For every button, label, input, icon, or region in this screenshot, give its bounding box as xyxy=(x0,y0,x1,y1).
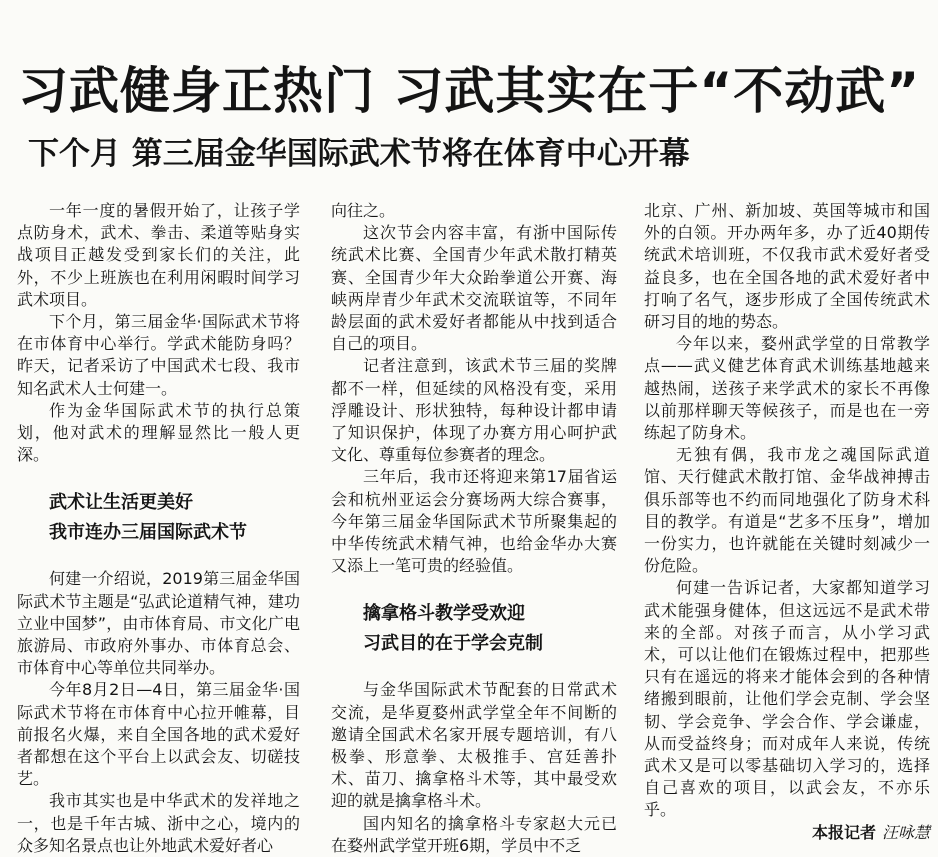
paragraph: 三年后，我市还将迎来第17届省运会和杭州亚运会分赛场两大综合赛事，今年第三届金华国际武术节所聚集起的中华传统武术精气神，也给金华办大赛又添上一笔可贵的经验值。 xyxy=(331,467,617,576)
paragraph: 何建一告诉记者，大家都知道学习武术能强身健体，但这远远不是武术带来的全部。对孩子而言，从小学习武术，可以让他们在锻炼过程中，把那些只有在遥远的将来才能体会到的各种情绪搬到眼前，让他们学会克制、学会坚韧、学会竞争、学会合作、学会谦虚，从而受益终身；而对成年人来说，传统武术又是可以零基础切入学习的，选择自己喜欢的项目，以武会友，不亦乐乎。 xyxy=(644,578,930,820)
paragraph: 今年8月2日—4日，第三届金华·国际武术节将在市体育中心拉开帷幕，目前报名火爆，来自全国各地的武术爱好者都想在这个平台上以武会友、切磋技艺。 xyxy=(17,680,300,789)
section-heading-line: 习武目的在于学会克制 xyxy=(363,633,543,655)
paragraph-continued: 北京、广州、新加坡、英国等城市和国外的白领。开办两年多，办了近40期传统武术培训班，不仅我市武术爱好者受益良多，也在全国各地的武术爱好者中打响了名气，逐步形成了全国传统武术研习目的地的势态。 xyxy=(644,201,930,332)
paragraph: 无独有偶，我市龙之魂国际武道馆、天行健武术散打馆、金华战神搏击俱乐部等也不约而同地强化了防身术科目的教学。有道是“艺多不压身”，增加一份实力，也许就能在关键时刻减少一份危险。 xyxy=(644,445,930,576)
reporter-label: 本报记者 xyxy=(811,822,876,842)
paragraph: 国内知名的擒拿格斗专家赵大元已在婺州武学堂开班6期，学员中不乏 xyxy=(331,813,617,855)
subheadline: 下个月 第三届金华国际武术节将在体育中心开幕 xyxy=(28,136,690,172)
section-heading-line: 武术让生活更美好 xyxy=(49,492,193,514)
article-column-3 xyxy=(644,200,930,842)
paragraph: 下个月，第三届金华·国际武术节将在市体育中心举行。学武术能防身吗？昨天，记者采访了中国武术七段、我市知名武术人士何建一。 xyxy=(17,312,300,398)
paragraph: 记者注意到，该武术节三届的奖牌都不一样，但延续的风格没有变，采用浮雕设计、形状独特，每种设计都申请了知识保护，体现了办赛方用心呵护武文化、尊重每位参赛者的理念。 xyxy=(331,356,617,465)
article-column-1 xyxy=(17,200,300,855)
section-heading-line: 我市连办三届国际武术节 xyxy=(49,522,247,544)
section-heading-line: 擒拿格斗教学受欢迎 xyxy=(363,603,525,625)
byline xyxy=(644,822,930,844)
paragraph: 我市其实也是中华武术的发祥地之一，也是千年古城、浙中之心，境内的众多知名景点也让外地武术爱好者心 xyxy=(17,791,300,855)
paragraph: 作为金华国际武术节的执行总策划，他对武术的理解显然比一般人更深。 xyxy=(17,400,300,465)
paragraph: 何建一介绍说，2019第三届金华国际武术节主题是“弘武论道精气神，建功立业中国梦”，由市体育局、市文化广电旅游局、市政府外事办、市体育总会、市体育中心等单位共同举办。 xyxy=(17,569,300,678)
article-column-2 xyxy=(331,200,617,855)
paragraph: 这次节会内容丰富，有浙中国际传统武术比赛、全国青少年武术散打精英赛、全国青少年大众跆拳道公开赛、海峡两岸青少年武术交流联谊等，不同年龄层面的武术爱好者都能从中找到适合自己的项目。 xyxy=(331,223,617,354)
section-heading-1 xyxy=(17,488,300,548)
section-heading-2 xyxy=(331,599,617,659)
headline: 习武健身正热门 习武其实在于“不动武” xyxy=(18,62,921,120)
paragraph: 与金华国际武术节配套的日常武术交流，是华夏婺州武学堂全年不间断的邀请全国武术名家开展专题培训，有八极拳、形意拳、太极推手、宫廷善扑术、苗刀、擒拿格斗术等，其中最受欢迎的就是擒拿格斗术。 xyxy=(331,680,617,811)
reporter-name: 汪咏慧 xyxy=(881,822,930,842)
paragraph: 今年以来，婺州武学堂的日常教学点——武义健艺体育武术训练基地越来越热闹，送孩子来学武术的家长不再像以前那样聊天等候孩子，而是也在一旁练起了防身术。 xyxy=(644,334,930,443)
paragraph-continued: 向往之。 xyxy=(331,201,396,220)
paragraph: 一年一度的暑假开始了，让孩子学点防身术，武术、拳击、柔道等贴身实战项目正越发受到家长们的关注，此外，不少上班族也在利用闲暇时间学习武术项目。 xyxy=(17,201,300,309)
